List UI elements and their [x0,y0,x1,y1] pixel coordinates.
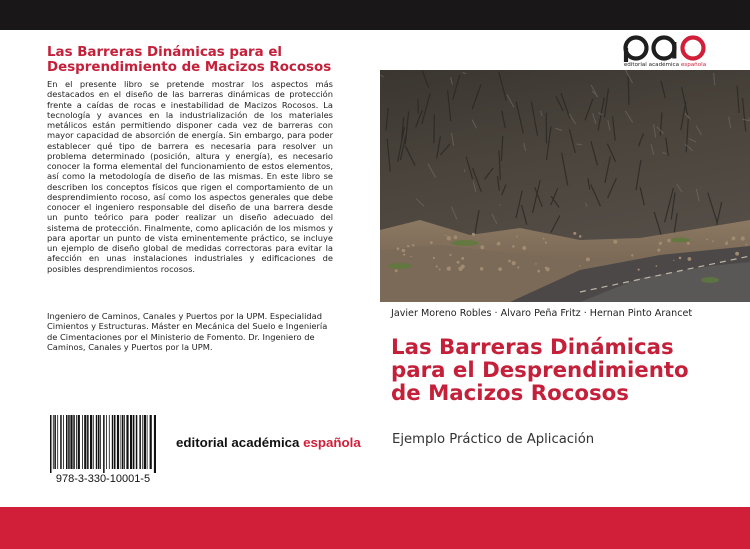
barcode-bar [142,415,143,469]
publisher-name-accent: española [303,435,361,450]
debris-stone [412,244,414,246]
debris-stone [732,236,736,240]
barcode-bar [60,415,62,469]
debris-stone [480,267,484,271]
debris-stone [439,268,441,270]
debris-stone [430,241,433,244]
barcode-bar [109,415,110,469]
barcode-bar [133,415,135,469]
barcode-bar [57,415,58,469]
debris-stone [712,240,714,242]
barcode-bar [136,415,138,469]
debris-stone [535,263,537,265]
debris-stone [725,242,728,245]
debris-stone [461,257,464,260]
barcode-bar [126,415,128,469]
barcode-bar [73,415,75,469]
debris-stone [613,240,617,244]
debris-stone [402,249,406,253]
barcode-bar [124,415,125,469]
rock-highlight [749,118,750,121]
barcode-bar [154,415,156,473]
barcode-bar [93,415,94,469]
barcode-bar [87,415,89,469]
barcode-bar [66,415,68,469]
barcode-bar [130,415,132,469]
debris-stone [407,245,409,247]
barcode-bar [100,415,101,469]
debris-stone [403,254,405,256]
barcode-bar [50,415,52,473]
author-bio: Ingeniero de Caminos, Canales y Puertos por la UPM. Especialidad Cimientos y Estructuras. Máster en Mecánica del Suelo e Ingeniería de Cimentaciones por el Ministerio de Fomento. Dr. Ingeniero de Caminos, Canales y Puertos por la UPM. [47,311,328,352]
back-cover-title: Las Barreras Dinámicas para el Desprendimiento de Macizos Rocosos [47,45,332,75]
barcode-bar [117,415,119,469]
debris-stone [512,261,516,265]
debris-stone [657,249,660,252]
barcode-bar [139,415,141,469]
debris-stone [447,266,451,270]
debris-stone [498,267,502,271]
debris-stone [579,265,580,266]
barcode-bar [82,415,83,469]
debris-stone [449,254,451,256]
barcode-bar [114,415,116,469]
logo-caption [620,62,710,68]
debris-stone [667,239,671,243]
barcode-bar [103,415,105,473]
barcode-bar [76,415,77,469]
debris-stone [631,254,633,256]
debris-stone [522,246,526,250]
rock-slope-photo [380,70,750,302]
debris-stone [688,257,692,261]
debris-stone [573,232,576,235]
debris-stone [458,267,462,271]
debris-stone [706,239,708,241]
debris-stone [545,242,547,244]
barcode-icon [50,415,156,473]
back-cover-blurb: En el presente libro se pretende mostrar los aspectos más destacados en el diseño de las barreras dinámicas de protección frente a caídas de rocas e inestabilidad de Macizos Rocosos. La tecnología y avances en la industrialización de los materiales metálicos están permitiendo disponer cada vez de barreras con mayor capacidad de absorción de energía. Sin embargo, para poder establecer qué tipo de barrera es necesaria para resolver un problema determinado (posición, altura y energía), es necesario conocer la forma elemental del funcionamiento de estos elementos, así como la metodología de diseño de las mismas. En este libro se describen los conceptos físicos que rigen el comportamiento de un desprendimiento rocoso, así como los aspectos generales que debe conocer el ingeniero responsable del diseño de una barrera desde un punto teórico para poder realizar un diseño adecuado del sistema de protección. Finalmente, como aplicación de los mismos y para aportar un punto de vista eminentemente práctico, se incluye un ejemplo de diseño global de medidas correctoras para evitar la afección en unas instalaciones industriales y edificaciones de posibles desprendimientos rocosos. [47,79,333,274]
barcode-bar [106,415,107,469]
debris-stone [638,269,640,271]
debris-stone [741,236,745,240]
publisher-name-main: editorial académica [176,435,304,450]
barcode-bar [53,415,54,469]
barcode-bar [98,415,100,469]
barcode-bar [147,415,148,469]
debris-stone [673,260,674,261]
logo-caption-main: editorial académica [623,62,681,68]
debris-stone [537,270,540,273]
debris-stone [395,269,398,272]
back-publisher-name [176,435,361,450]
front-cover-title: Las Barreras Dinámicas para el Desprendimiento de Macizos Rocosos [391,335,689,406]
debris-stone [457,261,460,264]
debris-stone [746,244,748,246]
barcode-bar [54,415,56,469]
barcode-bar [144,415,146,469]
bottom-bar [0,507,750,549]
debris-stone [545,267,548,270]
debris-stone [508,260,511,263]
barcode-bar [112,415,114,469]
debris-stone [445,235,446,236]
debris-stone [512,245,515,248]
debris-stone [517,266,519,268]
eae-logo-icon [623,35,707,62]
debris-stone [447,236,451,240]
debris-stone [472,233,475,236]
barcode-bar [63,415,64,469]
barcode-bar [70,415,72,469]
debris-stone [659,242,662,245]
debris-stone [687,242,690,245]
debris-stone [579,235,582,238]
debris-stone [411,256,412,257]
debris-stone [480,245,484,249]
debris-stone [516,236,518,238]
debris-stone [454,235,458,239]
debris-stone [735,252,739,256]
cover-photo [380,70,750,302]
debris-stone [543,238,545,240]
debris-stone [433,257,435,259]
barcode-bar [150,415,152,469]
debris-stone [656,265,658,267]
barcode-bar [68,415,70,469]
front-cover-subtitle: Ejemplo Práctico de Aplicación [392,432,595,447]
debris-stone [586,257,590,261]
barcode-bar [78,415,80,469]
author-names: Javier Moreno Robles · Alvaro Peña Fritz · Hernan Pinto Arancet [391,308,693,319]
barcode-bar [121,415,122,469]
debris-stone [436,265,438,267]
barcode-bar [96,415,98,469]
debris-stone [397,247,400,250]
publisher-logo [620,35,710,71]
debris-stone [679,257,682,260]
logo-caption-accent: española [680,62,707,68]
barcode-bar [84,415,86,469]
isbn-barcode [44,413,162,489]
isbn-number: 978-3-330-10001-5 [55,473,151,485]
barcode-bar [90,415,92,469]
top-bar [0,0,750,30]
debris-stone [726,241,727,242]
barcode-bar [122,415,124,469]
debris-stone [497,242,501,246]
